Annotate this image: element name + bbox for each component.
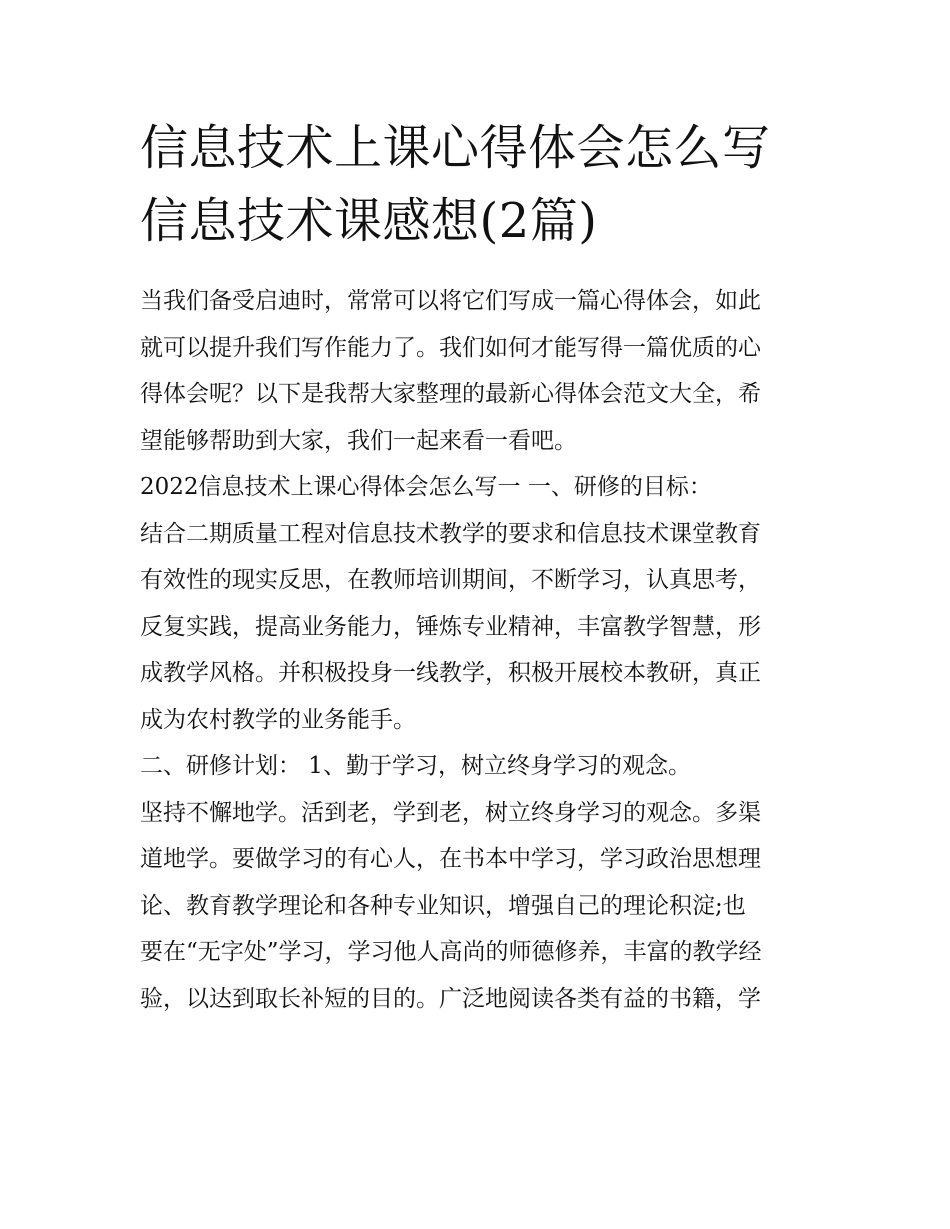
- text-line: 望能够帮助到大家，我们一起来看一看吧。: [140, 427, 577, 454]
- text-line: 2022信息技术上课心得体会怎么写一 一、研修的目标：: [140, 474, 712, 500]
- text-line: 结合二期质量工程对信息技术教学的要求和信息技术课堂教育: [140, 520, 761, 547]
- text-line: 二、研修计划： 1、勤于学习，树立终身学习的观念。: [140, 753, 691, 779]
- document-title: [140, 112, 840, 258]
- title-line: 信息技术课感想(2篇): [140, 193, 598, 249]
- document-body: [140, 278, 812, 1022]
- title-line: 信息技术上课心得体会怎么写: [140, 120, 771, 176]
- paragraph-intro: [140, 278, 812, 464]
- text-line: 道地学。要做学习的有心人，在书本中学习，学习政治思想理: [140, 846, 761, 872]
- text-line: 坚持不懈地学。活到老，学到老，树立终身学习的观念。多渠: [140, 799, 761, 826]
- text-line: 验，以达到取长补短的目的。广泛地阅读各类有益的书籍，学: [140, 985, 761, 1012]
- text-line: 成教学风格。并积极投身一线教学，积极开展校本教研，真正: [140, 660, 761, 686]
- paragraph-plan: [140, 790, 812, 1023]
- paragraph-heading-goals: [140, 464, 812, 511]
- text-line: 当我们备受启迪时，常常可以将它们写成一篇心得体会，如此: [140, 288, 761, 314]
- text-line: 就可以提升我们写作能力了。我们如何才能写得一篇优质的心: [140, 334, 761, 361]
- text-line: 得体会呢？以下是我帮大家整理的最新心得体会范文大全，希: [140, 381, 761, 407]
- text-line: 有效性的现实反思，在教师培训期间，不断学习，认真思考，: [140, 567, 761, 593]
- paragraph-goals: [140, 511, 812, 744]
- paragraph-heading-plan: [140, 743, 812, 790]
- text-line: 要在“无字处”学习，学习他人高尚的师德修养，丰富的教学经: [140, 939, 762, 965]
- text-line: 反复实践，提高业务能力，锤炼专业精神，丰富教学智慧，形: [140, 613, 761, 640]
- text-line: 成为农村教学的业务能手。: [140, 706, 416, 733]
- text-line: 论、教育教学理论和各种专业知识，增强自己的理论积淀;也: [140, 892, 746, 919]
